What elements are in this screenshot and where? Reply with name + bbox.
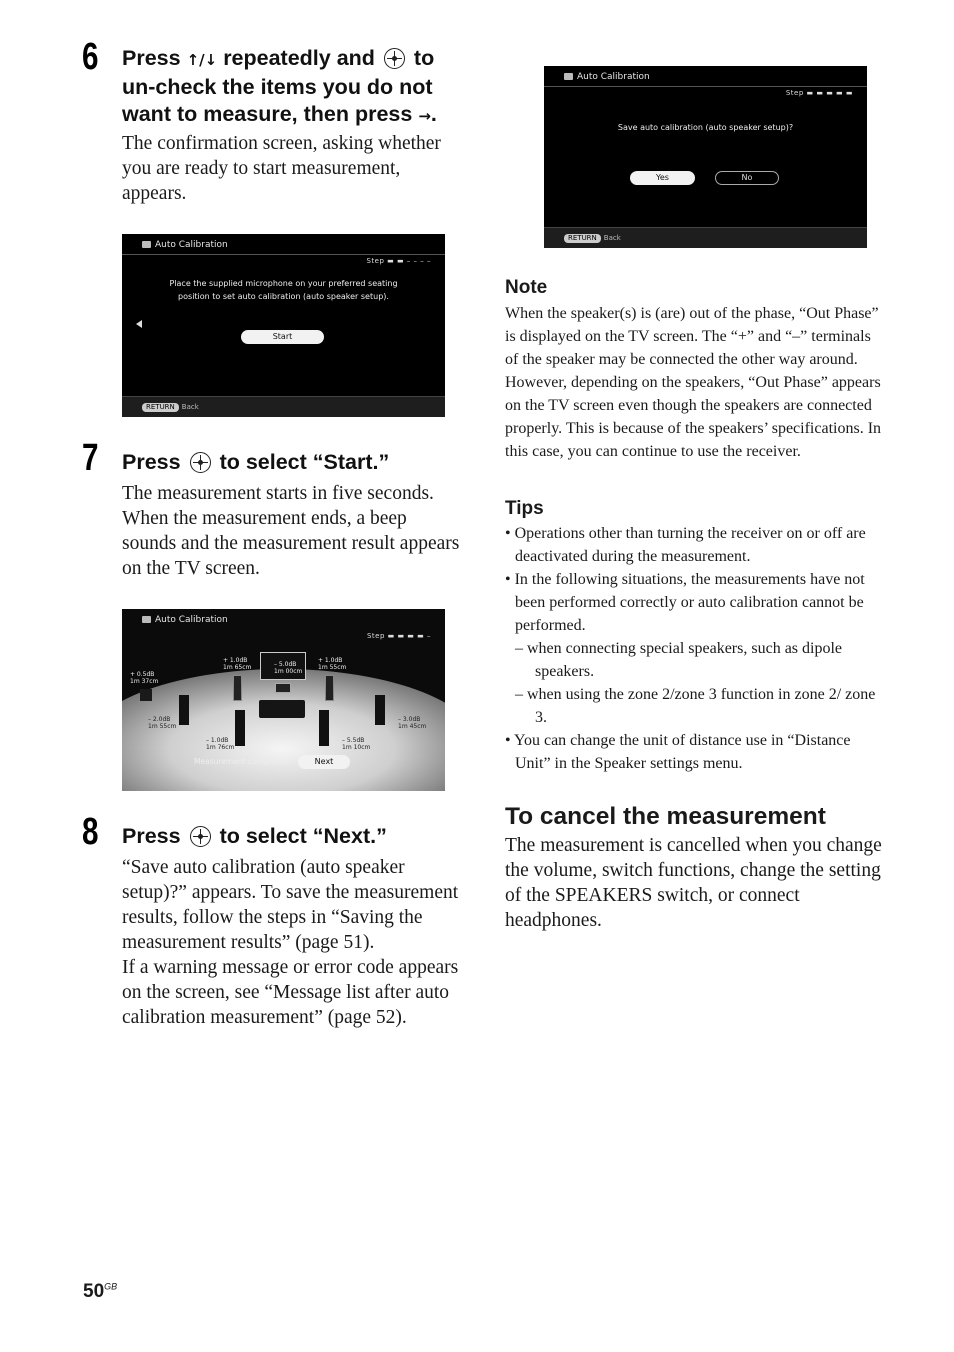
heading-press-word: Press [122, 824, 181, 848]
step8-paragraph: “Save auto calibration (auto speaker setup)?” appears. To save the measurement results, follow the steps in “Saving the measurement results” (page 51). [122, 857, 459, 953]
return-key-icon: RETURN [564, 234, 601, 243]
step8-heading [122, 823, 472, 850]
page-number: $50^{GB}$ [83, 1281, 118, 1302]
tips-dash-item: – when using the zone 2/zone 3 function in zone 2/ zone 3. [515, 686, 876, 726]
screen-message-line2: position to set auto calibration (auto speaker setup). [178, 292, 389, 301]
screen-step-indicator: Step ▬ ▬ ▬ ▬ – [366, 632, 431, 640]
speaker-level-label: – 5.0dB 1m 00cm [274, 661, 303, 675]
step-number-8: 8 [82, 811, 99, 853]
back-label: Back [181, 403, 199, 411]
cancel-body: The measurement is cancelled when you change the volume, switch functions, change the setting of the SPEAKERS switch, or connect headphones. [505, 835, 882, 931]
heading-press-word: Press [122, 450, 181, 474]
heading-repeatedly: repeatedly and [223, 46, 375, 70]
screen-title: Auto Calibration [564, 72, 650, 82]
step8-body [122, 855, 462, 1030]
heading-period: . [430, 102, 437, 126]
return-key-icon: RETURN [142, 403, 179, 412]
heading-to: to [413, 46, 435, 70]
back-hint [142, 403, 199, 412]
tips-heading: Tips [505, 498, 544, 519]
speaker-level-label: + 1.0dB 1m 55cm [318, 657, 347, 671]
tips-list [505, 522, 887, 775]
enter-dial-icon [384, 48, 405, 69]
speaker-level-label: + 1.0dB 1m 65cm [223, 657, 252, 671]
subwoofer-icon [140, 689, 152, 701]
step-number-6: 6 [82, 36, 99, 78]
screen-step-indicator: Step ▬ ▬ ▬ ▬ ▬ [785, 89, 853, 97]
screen-message-line1: Place the supplied microphone on your preferred seating [169, 279, 398, 288]
screen-title: Auto Calibration [142, 240, 228, 250]
speaker-level-label: – 1.0dB 1m 76cm [206, 737, 235, 751]
left-arrow-icon [136, 320, 142, 328]
back-left-speaker-icon [235, 710, 245, 746]
screen-message: Save auto calibration (auto speaker setup)? [617, 123, 794, 132]
back-label: Back [603, 234, 621, 242]
right-arrow-icon: → [418, 107, 431, 125]
center-speaker-icon [275, 683, 291, 693]
screen-divider [122, 254, 445, 255]
step7-body: The measurement starts in five seconds. When the measurement ends, a beep sounds and the measurement result appears on the TV screen. [122, 483, 460, 579]
front-left-speaker-icon [233, 675, 242, 701]
no-button[interactable]: No [715, 171, 779, 185]
back-hint [564, 234, 621, 243]
measurement-completed-text: Measurement completed! [194, 757, 291, 766]
enter-dial-icon [190, 452, 211, 473]
note-body: When the speaker(s) is (are) out of the phase, “Out Phase” is displayed on the TV screen. The “+” and “–” terminals of the speaker may be connected the other way around. However, depending on the speakers, “Out Phase” appears on the TV screen even though the speakers are connected properly. This is because of the speakers’ specifications. In this case, you can continue to use the receiver. [505, 305, 882, 460]
heading-line2: un-check the items you do not [122, 75, 433, 99]
surround-left-speaker-icon [179, 695, 189, 725]
heading-select-next: to select “Next.” [219, 824, 387, 848]
tips-bullet: • In the following situations, the measurements have not been performed correctly or auto calibration cannot be performed. [505, 571, 865, 634]
start-button[interactable]: Start [241, 330, 324, 344]
up-down-arrow-icon: ↑/↓ [186, 51, 218, 69]
step6-body: The confirmation screen, asking whether you are ready to start measurement, appears. [122, 133, 441, 204]
heading-line3: want to measure, then press [122, 102, 413, 126]
tips-bullet: • Operations other than turning the receiver on or off are deactivated during the measurement. [505, 525, 866, 565]
screenshot-start-screen [122, 234, 445, 417]
tips-bullet: • You can change the unit of distance use in “Distance Unit” in the Speaker settings menu. [505, 732, 851, 772]
speaker-level-label: – 3.0dB 1m 45cm [398, 716, 427, 730]
screenshot-measurement-result [122, 609, 445, 791]
speaker-level-label: – 5.5dB 1m 10cm [342, 737, 371, 751]
step7-heading [122, 449, 472, 476]
heading-press-word: Press [122, 46, 181, 70]
back-right-speaker-icon [319, 710, 329, 746]
speaker-level-label: + 0.5dB 1m 37cm [130, 671, 159, 685]
note-heading: Note [505, 277, 548, 298]
tips-dash-item: – when connecting special speakers, such as dipole speakers. [515, 640, 843, 680]
step8-paragraph: If a warning message or error code appears on the screen, see “Message list after auto calibration measurement” (page 52). [122, 957, 459, 1028]
yes-button[interactable]: Yes [630, 171, 695, 185]
front-right-speaker-icon [325, 675, 334, 701]
heading-select-start: to select “Start.” [219, 450, 390, 474]
screen-step-indicator: Step ▬ ▬ – – – – [366, 257, 431, 265]
step-number-7: 7 [82, 437, 99, 479]
speaker-level-label: – 2.0dB 1m 55cm [148, 716, 177, 730]
enter-dial-icon [190, 826, 211, 847]
screen-title: Auto Calibration [142, 615, 228, 625]
step6-heading [122, 45, 472, 130]
screenshot-save-confirm [544, 66, 867, 248]
screen-divider [544, 86, 867, 87]
surround-right-speaker-icon [375, 695, 385, 725]
next-button[interactable]: Next [298, 755, 350, 769]
cancel-title: To cancel the measurement [505, 803, 826, 830]
seat-icon [259, 700, 305, 718]
